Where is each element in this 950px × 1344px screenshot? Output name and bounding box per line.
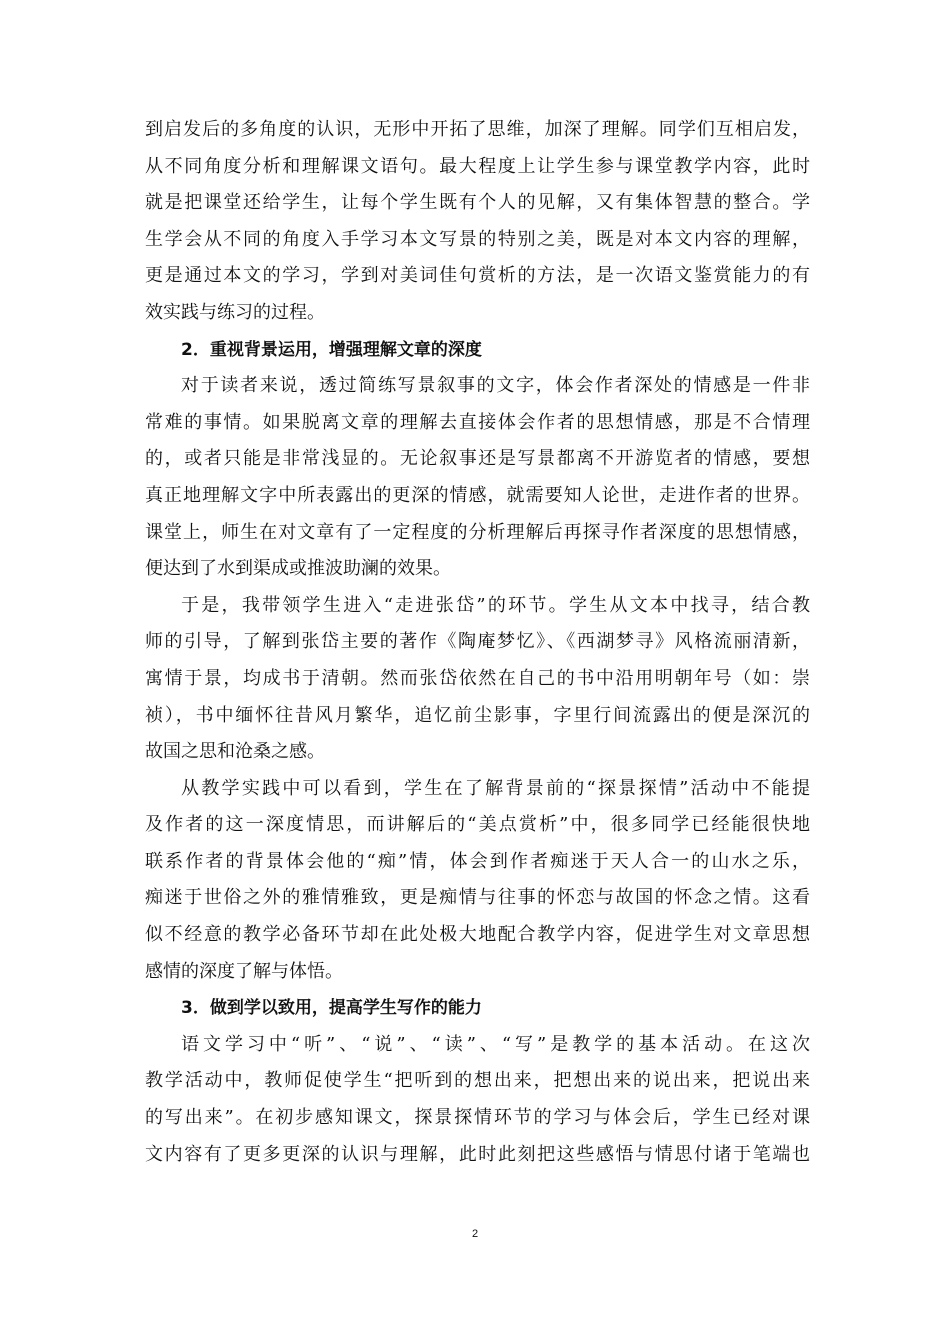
- page-number: 2: [471, 1228, 479, 1240]
- text-line: 语文学习中“听”、“说”、“读”、“写”是教学的基本活动。在这次: [181, 1033, 810, 1055]
- text-line: 的写出来”。在初步感知课文，探景探情环节的学习与体会后，学生已经对课: [145, 1107, 810, 1129]
- text-line: 效实践与练习的过程。: [145, 301, 325, 323]
- text-line: 生学会从不同的角度入手学习本文写景的特别之美，既是对本文内容的理解，: [145, 228, 810, 250]
- body-text: [145, 112, 810, 1173]
- text-line: 真正地理解文字中所表露出的更深的情感，就需要知人论世，走进作者的世界。: [145, 484, 810, 506]
- text-line: 到启发后的多角度的认识，无形中开拓了思维，加深了理解。同学们互相启发，: [145, 119, 810, 140]
- text-line: 的，或者只能是非常浅显的。无论叙事还是写景都离不开游览者的情感，要想: [145, 448, 810, 470]
- text-line: 从教学实践中可以看到，学生在了解背景前的“探景探情”活动中不能提: [181, 777, 810, 799]
- text-line: 故国之思和沧桑之感。: [145, 741, 325, 763]
- section-heading: 3．做到学以致用，提高学生写作的能力: [181, 998, 482, 1019]
- text-line: 更是通过本文的学习，学到对美词佳句赏析的方法，是一次语文鉴赏能力的有: [145, 265, 810, 287]
- text-line: 联系作者的背景体会他的“痴”情，体会到作者痴迷于天人合一的山水之乐，: [145, 850, 810, 872]
- text-line: 对于读者来说，透过简练写景叙事的文字，体会作者深处的情感是一件非: [181, 375, 810, 397]
- section-heading: 2．重视背景运用，增强理解文章的深度: [181, 339, 482, 360]
- text-line: 祯），书中缅怀往昔风月繁华，追忆前尘影事，字里行间流露出的便是深沉的: [145, 704, 810, 726]
- text-line: 寓情于景，均成书于清朝。然而张岱依然在自己的书中沿用明朝年号（如：崇: [145, 667, 810, 689]
- text-line: 及作者的这一深度情思，而讲解后的“美点赏析”中，很多同学已经能很快地: [145, 814, 810, 836]
- text-line: 就是把课堂还给学生，让每个学生既有个人的见解，又有集体智慧的整合。学: [145, 192, 810, 214]
- text-line: 常难的事情。如果脱离文章的理解去直接体会作者的思想情感，那是不合情理: [145, 411, 810, 433]
- text-line: 师的引导，了解到张岱主要的著作《陶庵梦忆》、《西湖梦寻》风格流丽清新，: [145, 631, 810, 653]
- text-line: 于是，我带领学生进入“走进张岱”的环节。学生从文本中找寻，结合教: [181, 594, 810, 616]
- text-line: 便达到了水到渠成或推波助澜的效果。: [145, 558, 451, 580]
- text-line: 从不同角度分析和理解课文语句。最大程度上让学生参与课堂教学内容，此时: [145, 155, 810, 177]
- text-line: 课堂上，师生在对文章有了一定程度的分析理解后再探寻作者深度的思想情感，: [145, 521, 810, 543]
- text-line: 感情的深度了解与体悟。: [145, 960, 343, 982]
- text-line: 文内容有了更多更深的认识与理解，此时此刻把这些感悟与情思付诸于笔端也: [145, 1143, 810, 1165]
- text-line: 教学活动中，教师促使学生“把听到的想出来，把想出来的说出来，把说出来: [145, 1070, 810, 1092]
- text-line: 似不经意的教学必备环节却在此处极大地配合教学内容，促进学生对文章思想: [145, 924, 810, 946]
- text-line: 痴迷于世俗之外的雅情雅致，更是痴情与往事的怀恋与故国的怀念之情。这看: [145, 887, 810, 909]
